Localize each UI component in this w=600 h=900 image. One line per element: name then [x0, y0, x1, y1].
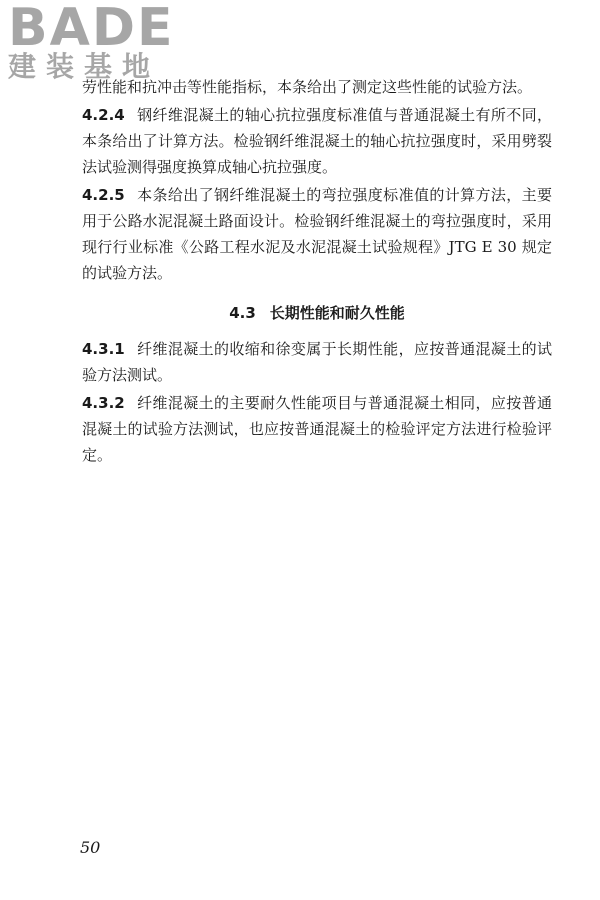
clause-4-2-5	[82, 182, 552, 286]
clause-text: 纤维混凝土的主要耐久性能项目与普通混凝土相同，应按普通混凝土的试验方法测试，也应按普通混凝土的检验评定方法进行检验评定。	[82, 394, 552, 464]
document-body	[82, 74, 552, 470]
clause-4-3-1	[82, 336, 552, 388]
clause-number: 4.3.1	[82, 340, 125, 358]
clause-4-2-4	[82, 102, 552, 180]
clause-number: 4.3.2	[82, 394, 125, 412]
page-number: 50	[80, 838, 101, 857]
watermark-logo	[8, 2, 175, 82]
section-title: 长期性能和耐久性能	[269, 304, 405, 322]
watermark-brand: BADE	[8, 0, 175, 58]
watermark-subtitle: 建装基地	[8, 50, 161, 83]
clause-text: 本条给出了钢纤维混凝土的弯拉强度标准值的计算方法，主要用于公路水泥混凝土路面设计。检验钢纤维混凝土的弯拉强度时，采用现行行业标准《公路工程水泥及水泥混凝土试验规程》JTG E 30 规定的试验方法。	[82, 186, 552, 282]
clause-number: 4.2.4	[82, 106, 125, 124]
clause-number: 4.2.5	[82, 186, 125, 204]
clause-text: 纤维混凝土的收缩和徐变属于长期性能，应按普通混凝土的试验方法测试。	[82, 340, 552, 384]
clause-4-3-2	[82, 390, 552, 468]
paragraph-text: 劳性能和抗冲击等性能指标，本条给出了测定这些性能的试验方法。	[82, 78, 533, 96]
section-heading	[82, 300, 552, 326]
section-number: 4.3	[229, 304, 256, 322]
clause-text: 钢纤维混凝土的轴心抗拉强度标准值与普通混凝土有所不同，本条给出了计算方法。检验钢纤维混凝土的轴心抗拉强度时，采用劈裂法试验测得强度换算成轴心抗拉强度。	[82, 106, 552, 176]
